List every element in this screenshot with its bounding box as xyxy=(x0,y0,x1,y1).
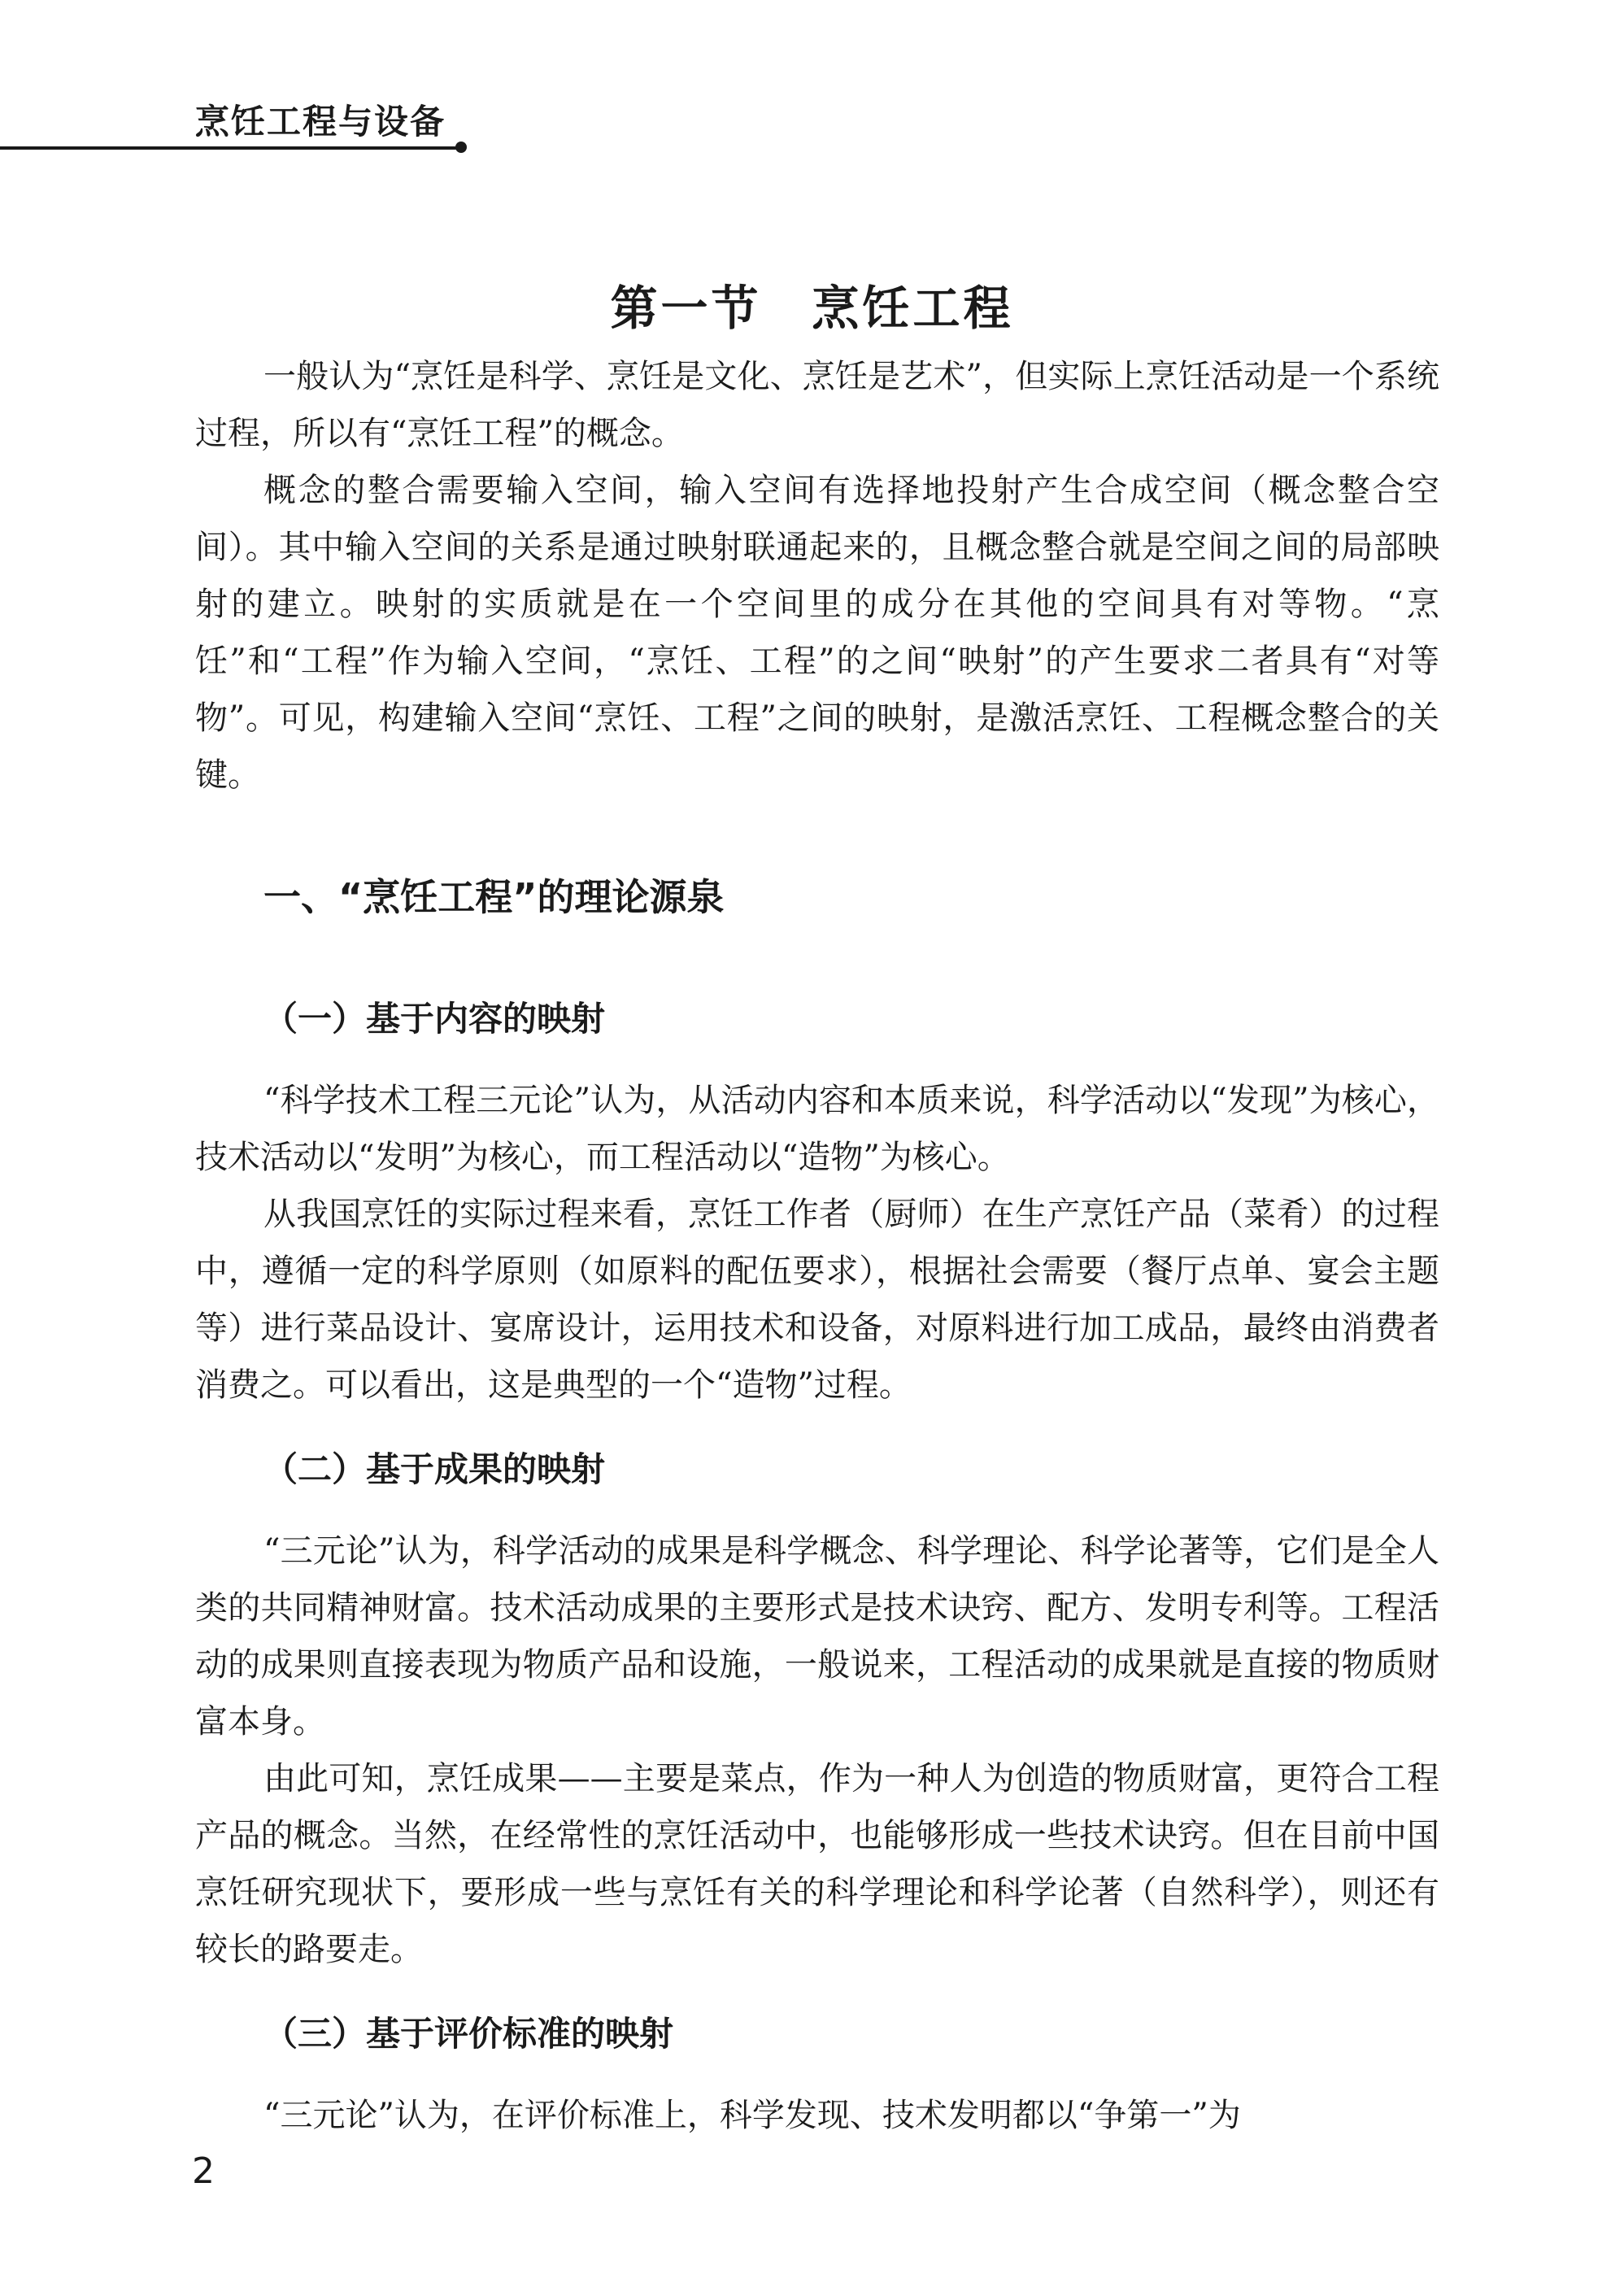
sub1-heading: （一）基于内容的映射 xyxy=(263,999,606,1039)
sub2-heading: （二）基于成果的映射 xyxy=(263,1449,606,1489)
page-number: 2 xyxy=(192,2150,215,2192)
sub2-paragraph-2: 由此可知，烹饪成果——主要是菜点，作为一种人为创造的物质财富，更符合工程产品的概念。当然，在经常性的烹饪活动中，也能够形成一些技术诀窍。但在目前中国烹饪研究现状下，要形成一些与烹饪有关的科学理论和科学论著（自然科学），则还有较长的路要走。 xyxy=(195,1760,1439,1968)
sub1-paragraph-2: 从我国烹饪的实际过程来看，烹饪工作者（厨师）在生产烹饪产品（菜肴）的过程中，遵循一定的科学原则（如原料的配伍要求），根据社会需要（餐厅点单、宴会主题等）进行菜品设计、宴席设计，运用技术和设备，对原料进行加工成品，最终由消费者消费之。可以看出，这是典型的一个“造物”过程。 xyxy=(195,1196,1439,1404)
header-dot xyxy=(455,142,467,153)
intro-paragraph-2: 概念的整合需要输入空间，输入空间有选择地投射产生合成空间（概念整合空间）。其中输入空间的关系是通过映射联通起来的，且概念整合就是空间之间的局部映射的建立。映射的实质就是在一个空间里的成分在其他的空间具有对等物。“烹饪”和“工程”作为输入空间，“烹饪、工程”的之间“映射”的产生要求二者具有“对等物”。可见，构建输入空间“烹饪、工程”之间的映射，是激活烹饪、工程概念整合的关键。 xyxy=(195,472,1439,794)
sub3-heading: （三）基于评价标准的映射 xyxy=(263,2014,674,2054)
sub1-paragraph-1: “科学技术工程三元论”认为，从活动内容和本质来说，科学活动以“发现”为核心，技术活动以“发明”为核心，而工程活动以“造物”为核心。 xyxy=(195,1082,1439,1176)
running-header-title: 烹饪工程与设备 xyxy=(195,102,446,142)
section-title: 第一节 烹饪工程 xyxy=(610,280,1014,336)
part1-heading: 一、“烹饪工程”的理论源泉 xyxy=(263,875,725,919)
sub3-paragraph-1: “三元论”认为，在评价标准上，科学发现、技术发明都以“争第一”为 xyxy=(263,2097,1241,2134)
body-text xyxy=(195,348,1439,2144)
intro-paragraph-1: 一般认为“烹饪是科学、烹饪是文化、烹饪是艺术”，但实际上烹饪活动是一个系统过程，所以有“烹饪工程”的概念。 xyxy=(195,358,1439,452)
sub2-paragraph-1: “三元论”认为，科学活动的成果是科学概念、科学理论、科学论著等，它们是全人类的共同精神财富。技术活动成果的主要形式是技术诀窍、配方、发明专利等。工程活动的成果则直接表现为物质产品和设施，一般说来，工程活动的成果就是直接的物质财富本身。 xyxy=(195,1532,1439,1741)
header-rule xyxy=(0,146,462,150)
